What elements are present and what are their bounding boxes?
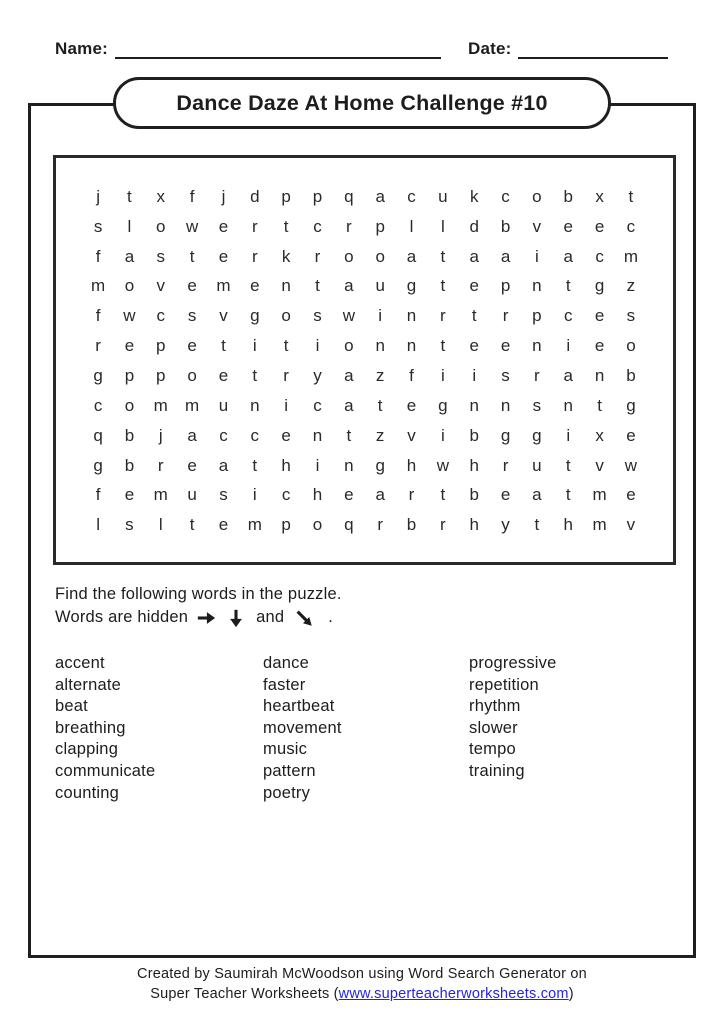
grid-letter: c [281, 485, 291, 505]
grid-letter: b [563, 186, 573, 206]
grid-letter: a [469, 246, 479, 266]
grid-letter: y [501, 515, 510, 535]
grid-letter: h [563, 515, 573, 535]
grid-letter: o [312, 515, 323, 535]
grid-letter: u [218, 395, 229, 415]
word-list-column [469, 653, 557, 783]
grid-letter: n [281, 276, 291, 296]
footer-credit [0, 964, 724, 1004]
grid-letter: s [125, 515, 134, 535]
grid-letter: q [93, 425, 103, 445]
grid-letter: a [532, 485, 542, 505]
grid-letter: t [628, 186, 634, 206]
grid-row [56, 510, 673, 540]
grid-letter: i [566, 425, 571, 445]
grid-letter: w [436, 455, 449, 475]
grid-row [56, 331, 673, 361]
grid-letter: w [624, 455, 638, 475]
grid-letter: c [219, 425, 228, 445]
grid-letter: i [315, 336, 320, 356]
grid-letter: m [592, 485, 607, 505]
grid-letter: l [96, 515, 100, 535]
word-list-item: communicate [55, 761, 156, 780]
word-list-item: repetition [469, 675, 539, 694]
grid-letter: i [315, 455, 320, 475]
grid-letter: e [218, 216, 229, 236]
grid-letter: f [409, 365, 414, 385]
grid-letter: a [406, 246, 417, 266]
grid-letter: q [344, 186, 354, 206]
grid-letter: r [440, 515, 446, 535]
grid-letter: u [187, 485, 197, 505]
grid-letter: z [375, 425, 385, 445]
grid-letter: o [344, 336, 354, 356]
grid-letter: t [315, 276, 320, 296]
date-label: Date: [467, 39, 512, 58]
grid-letter: p [124, 365, 135, 385]
grid-letter: p [281, 515, 291, 535]
word-list-item: breathing [55, 718, 126, 737]
grid-letter: l [158, 515, 163, 535]
grid-letter: i [252, 336, 257, 356]
grid-letter: c [250, 425, 260, 445]
grid-letter: c [156, 306, 166, 326]
instructions-line1: Find the following words in the puzzle. [55, 585, 342, 603]
grid-letter: r [283, 365, 289, 385]
grid-letter: a [344, 276, 354, 296]
word-list-item: clapping [55, 740, 119, 759]
grid-letter: p [500, 276, 511, 296]
grid-letter: e [563, 216, 573, 236]
grid-letter: g [500, 425, 511, 445]
page-title: Dance Daze At Home Challenge #10 [176, 90, 548, 115]
grid-letter: a [375, 485, 385, 505]
instructions-line2-prefix: Words are hidden [55, 608, 189, 626]
grid-letter: m [90, 276, 106, 296]
grid-letter: z [626, 276, 636, 296]
grid-letter: g [532, 425, 542, 445]
grid-letter: t [565, 455, 571, 475]
grid-letter: b [626, 365, 636, 385]
instructions [55, 583, 342, 629]
grid-letter: t [283, 336, 289, 356]
grid-letter: t [221, 336, 226, 356]
grid-letter: e [626, 425, 636, 445]
grid-letter: b [124, 425, 135, 445]
grid-letter: t [440, 246, 446, 266]
grid-letter: u [438, 186, 448, 206]
name-label: Name: [55, 39, 108, 58]
grid-letter: i [472, 365, 477, 385]
grid-letter: z [375, 365, 385, 385]
grid-letter: f [95, 246, 101, 266]
grid-letter: i [252, 485, 257, 505]
grid-letter: a [563, 246, 573, 266]
grid-letter: q [344, 515, 354, 535]
grid-row [56, 301, 673, 331]
grid-letter: g [93, 455, 103, 475]
grid-letter: r [314, 246, 321, 266]
grid-letter: o [124, 395, 135, 415]
grid-letter: p [281, 186, 291, 206]
down-right-arrow-icon [294, 608, 314, 628]
grid-letter: w [185, 216, 199, 236]
grid-letter: o [532, 186, 542, 206]
footer-line2 [0, 984, 724, 1004]
grid-letter: l [440, 216, 445, 236]
word-list-item: slower [469, 718, 518, 737]
grid-letter: c [501, 186, 510, 206]
word-list-item: accent [55, 654, 105, 672]
grid-letter: u [375, 276, 385, 296]
grid-letter: v [156, 276, 166, 296]
grid-letter: r [345, 216, 352, 236]
grid-letter: e [187, 276, 197, 296]
grid-letter: t [534, 515, 540, 535]
grid-letter: c [626, 216, 636, 236]
grid-letter: n [406, 306, 417, 326]
grid-letter: e [594, 306, 605, 326]
grid-letter: r [251, 246, 258, 266]
grid-letter: i [284, 395, 289, 415]
grid-letter: o [281, 306, 291, 326]
grid-letter: r [95, 336, 101, 356]
right-arrow-icon [196, 608, 216, 628]
word-list-item: dance [263, 654, 309, 672]
word-list-item: heartbeat [263, 697, 335, 716]
grid-letter: r [157, 455, 164, 475]
grid-letter: a [344, 365, 354, 385]
instructions-period: . [328, 608, 334, 626]
grid-letter: o [344, 246, 354, 266]
footer-line2-prefix: Super Teacher Worksheets ( [150, 986, 339, 1002]
grid-letter: b [469, 485, 479, 505]
grid-letter: r [377, 515, 383, 535]
grid-letter: t [440, 485, 446, 505]
grid-letter: o [124, 276, 135, 296]
grid-letter: e [594, 336, 605, 356]
grid-letter: x [156, 186, 166, 206]
name-blank-line [115, 38, 441, 59]
grid-letter: x [595, 186, 604, 206]
grid-letter: e [344, 485, 354, 505]
grid-letter: g [93, 365, 103, 385]
word-list-item: tempo [469, 740, 516, 759]
grid-letter: i [440, 365, 445, 385]
grid-row [56, 361, 673, 391]
grid-letter: o [626, 336, 636, 356]
grid-letter: s [313, 306, 322, 326]
grid-letter: s [187, 306, 197, 326]
grid-letter: m [185, 395, 200, 415]
grid-letter: f [95, 306, 101, 326]
grid-letter: e [250, 276, 260, 296]
grid-letter: e [406, 395, 417, 415]
grid-letter: k [469, 186, 479, 206]
grid-row [56, 480, 673, 510]
grid-letter: n [250, 395, 260, 415]
word-list-item: beat [55, 697, 88, 716]
footer-line1: Created by Saumirah McWoodson using Word Search Generator on [137, 966, 587, 982]
grid-letter: m [216, 276, 231, 296]
grid-letter: g [250, 306, 260, 326]
grid-letter: t [127, 186, 132, 206]
grid-letter: y [313, 365, 322, 385]
grid-letter: p [156, 336, 166, 356]
grid-letter: r [440, 306, 446, 326]
grid-letter: c [407, 186, 416, 206]
grid-letter: h [469, 515, 479, 535]
grid-letter: b [124, 455, 135, 475]
grid-letter: e [281, 425, 291, 445]
grid-letter: c [595, 246, 604, 266]
word-list-item: counting [55, 783, 119, 802]
word-list-item: training [469, 761, 525, 780]
grid-letter: l [127, 216, 132, 236]
grid-letter: s [93, 216, 103, 236]
grid-letter: t [440, 336, 446, 356]
word-list-item: music [263, 740, 308, 759]
grid-letter: t [189, 246, 195, 266]
word-list-item: poetry [263, 783, 311, 802]
word-search-grid [53, 155, 676, 565]
grid-letter: n [312, 425, 323, 445]
grid-row [56, 212, 673, 242]
grid-letter: r [502, 306, 509, 326]
name-date-row [55, 38, 668, 59]
word-list-column [55, 653, 155, 804]
grid-letter: e [218, 515, 229, 535]
grid-row [56, 272, 673, 302]
grid-letter: s [532, 395, 542, 415]
grid-letter: d [250, 186, 260, 206]
grid-letter: i [378, 306, 383, 326]
grid-letter: v [626, 515, 636, 535]
grid-letter: p [375, 216, 385, 236]
grid-letter: o [375, 246, 385, 266]
grid-letter: j [96, 186, 100, 206]
grid-letter: a [344, 395, 354, 415]
grid-letter: i [566, 336, 571, 356]
grid-letter: f [189, 186, 195, 206]
grid-letter: x [595, 425, 604, 445]
grid-letter: p [532, 306, 542, 326]
grid-letter: e [124, 485, 135, 505]
word-list-item: rhythm [469, 697, 521, 716]
grid-letter: a [187, 425, 197, 445]
word-list-item: progressive [469, 654, 557, 672]
grid-letter: e [626, 485, 636, 505]
grid-letter: c [313, 216, 322, 236]
grid-row [56, 451, 673, 481]
grid-letter: v [532, 216, 542, 236]
grid-letter: t [565, 485, 571, 505]
word-list-item: faster [263, 675, 306, 694]
grid-letter: t [440, 276, 446, 296]
grid-letter: e [124, 336, 135, 356]
grid-letter: a [218, 455, 229, 475]
grid-letter: a [375, 186, 385, 206]
grid-letter: i [535, 246, 539, 266]
grid-letter: v [595, 455, 604, 475]
grid-letter: g [594, 276, 605, 296]
grid-letter: e [469, 276, 479, 296]
grid-letter: t [346, 425, 352, 445]
grid-letter: f [95, 485, 101, 505]
title-banner [113, 77, 611, 129]
grid-letter: t [252, 365, 258, 385]
grid-letter: e [218, 365, 229, 385]
grid-row [56, 391, 673, 421]
grid-letter: p [312, 186, 323, 206]
grid-letter: n [532, 336, 542, 356]
grid-letter: h [281, 455, 291, 475]
grid-letter: r [251, 216, 258, 236]
grid-letter: g [626, 395, 636, 415]
instructions-conjunction: and [256, 608, 285, 626]
grid-letter: e [187, 336, 197, 356]
grid-row [56, 182, 673, 212]
grid-letter: m [153, 395, 168, 415]
grid-letter: e [218, 246, 229, 266]
grid-letter: s [156, 246, 166, 266]
grid-letter: n [500, 395, 511, 415]
grid-letter: g [406, 276, 417, 296]
word-list-item: pattern [263, 761, 316, 780]
grid-letter: d [469, 216, 479, 236]
grid-letter: a [563, 365, 573, 385]
word-list-item: alternate [55, 675, 122, 694]
grid-letter: g [375, 455, 385, 475]
grid-letter: v [219, 306, 228, 326]
grid-letter: v [407, 425, 416, 445]
grid-letter: o [156, 216, 166, 236]
grid-letter: n [469, 395, 479, 415]
grid-letter: n [594, 365, 605, 385]
grid-letter: h [406, 455, 417, 475]
grid-letter: c [563, 306, 573, 326]
grid-letter: b [469, 425, 479, 445]
grid-letter: r [408, 485, 415, 505]
grid-letter: j [158, 425, 163, 445]
super-teacher-worksheets-link[interactable]: www.superteacherworksheets.com [338, 986, 569, 1002]
grid-letter: b [500, 216, 511, 236]
grid-letter: s [501, 365, 510, 385]
grid-letter: r [502, 455, 509, 475]
grid-letter: t [189, 515, 195, 535]
grid-letter: m [592, 515, 607, 535]
grid-letter: w [123, 306, 136, 326]
grid-letter: t [597, 395, 602, 415]
grid-letter: i [440, 425, 445, 445]
grid-letter: h [312, 485, 323, 505]
date-blank-line [518, 38, 668, 59]
grid-letter: g [438, 395, 448, 415]
grid-letter: m [623, 246, 638, 266]
grid-letter: s [626, 306, 636, 326]
grid-letter: m [247, 515, 262, 535]
grid-letter: a [124, 246, 135, 266]
word-list-column [263, 653, 342, 804]
grid-letter: e [500, 336, 511, 356]
grid-letter: p [156, 365, 166, 385]
grid-letter: t [283, 216, 289, 236]
grid-letter: h [469, 455, 479, 475]
grid-letter: k [281, 246, 291, 266]
grid-letter: u [532, 455, 542, 475]
instructions-line2 [55, 606, 342, 629]
grid-letter: n [563, 395, 573, 415]
grid-letter: c [313, 395, 322, 415]
grid-row [56, 421, 673, 451]
grid-letter: r [534, 365, 540, 385]
footer-line2-suffix: ) [568, 986, 574, 1002]
grid-letter: e [500, 485, 511, 505]
grid-letter: w [342, 306, 355, 326]
grid-letter: t [252, 455, 258, 475]
grid-letter: c [93, 395, 103, 415]
grid-letter: e [594, 216, 605, 236]
grid-letter: n [532, 276, 542, 296]
grid-letter: t [377, 395, 383, 415]
grid-letter: e [187, 455, 197, 475]
word-list [55, 653, 670, 808]
grid-letter: s [219, 485, 228, 505]
grid-letter: t [471, 306, 477, 326]
grid-letter: n [344, 455, 354, 475]
grid-letter: a [500, 246, 511, 266]
word-list-item: movement [263, 718, 342, 737]
grid-letter: t [565, 276, 571, 296]
grid-letter: o [187, 365, 197, 385]
grid-letter: b [406, 515, 417, 535]
grid-letter: n [375, 336, 385, 356]
grid-letter: l [409, 216, 414, 236]
grid-letter: e [469, 336, 479, 356]
down-arrow-icon [226, 608, 246, 628]
grid-letter: j [221, 186, 226, 206]
grid-letter: m [153, 485, 168, 505]
grid-letter: n [406, 336, 417, 356]
grid-row [56, 242, 673, 272]
